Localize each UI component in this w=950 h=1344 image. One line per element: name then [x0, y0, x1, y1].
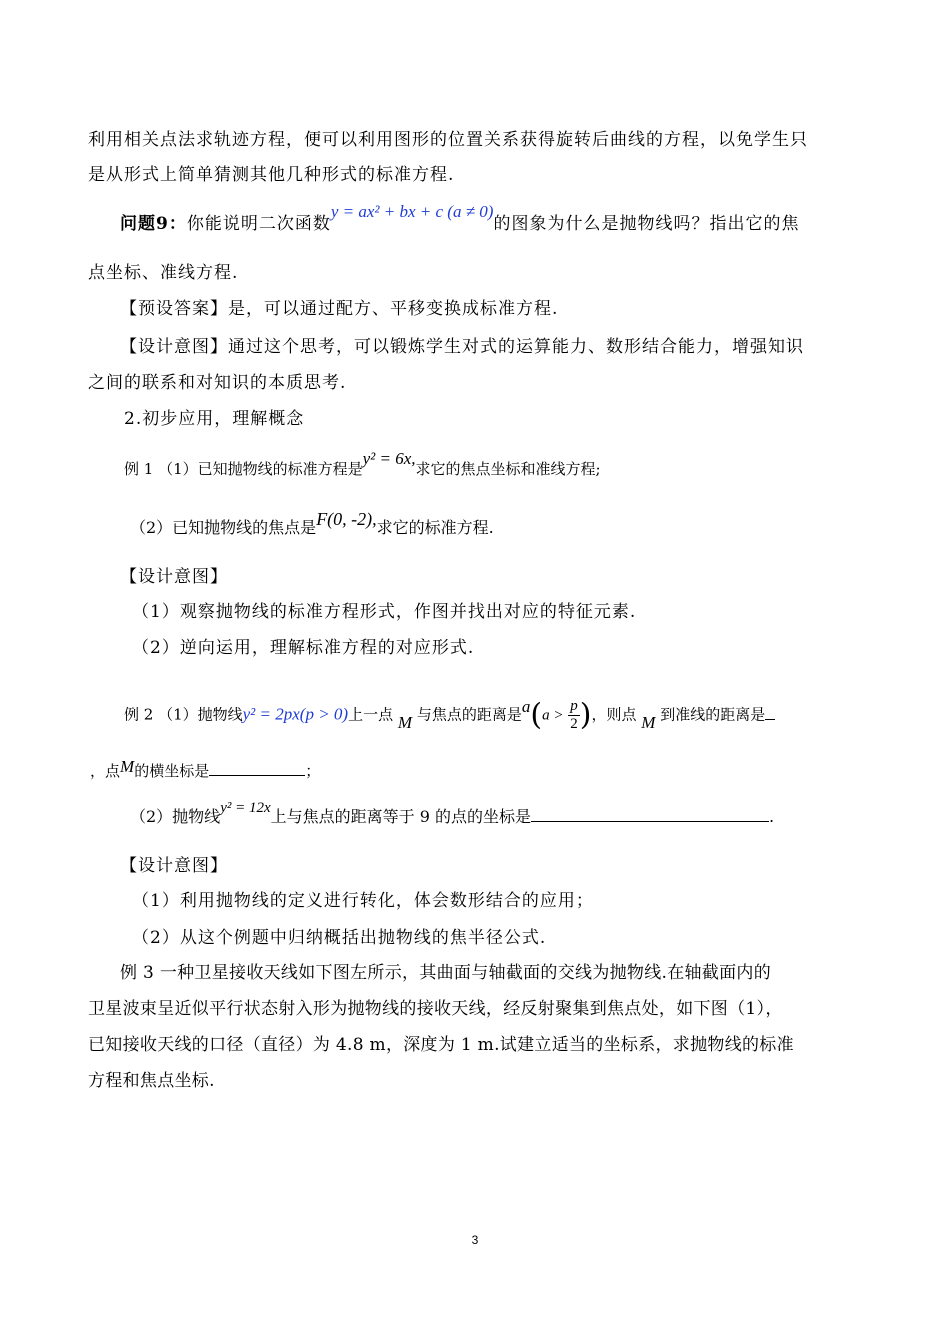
- design-intent-item: （2）逆向运用，理解标准方程的对应形式.: [132, 638, 475, 658]
- condition: a >: [542, 707, 564, 724]
- numerator: p: [570, 698, 578, 714]
- page-number: 3: [471, 1233, 479, 1247]
- example-3-line: 卫星波束呈近似平行状态射入形为抛物线的接收天线，经反射聚集到焦点处，如下图（1），: [88, 999, 783, 1019]
- point-label: M: [641, 712, 656, 732]
- example-3-line: 例 3 一种卫星接收天线如下图左所示，其曲面与轴截面的交线为抛物线.在轴截面内的: [120, 963, 772, 983]
- text: ，点: [90, 762, 121, 780]
- variable: a: [521, 696, 531, 716]
- text: ；: [305, 762, 321, 780]
- paren: ): [579, 697, 592, 733]
- formula: y² = 2px(p > 0): [242, 704, 349, 724]
- text: 例 1 （1）已知抛物线的标准方程是: [124, 460, 363, 478]
- paragraph-line: 是从形式上简单猜测其他几种形式的标准方程.: [88, 165, 455, 185]
- preset-answer: 【预设答案】是，可以通过配方、平移变换成标准方程.: [120, 299, 559, 319]
- text: 到准线的距离是: [660, 705, 766, 724]
- text: （2）抛物线: [130, 807, 221, 826]
- design-intent-item: （1）利用抛物线的定义进行转化，体会数形结合的应用；: [132, 891, 594, 911]
- example-2-part-2: [130, 800, 775, 829]
- point-label: M: [120, 757, 135, 776]
- text: 例 2 （1）抛物线: [124, 705, 243, 724]
- text: 求它的标准方程.: [376, 518, 494, 537]
- answer-blank[interactable]: [531, 806, 769, 822]
- design-intent: 【设计意图】通过这个思考，可以锻炼学生对式的运算能力、数形结合能力，增强知识: [120, 337, 804, 357]
- example-2-part-1-cont: [90, 757, 321, 782]
- example-1-part-1: [124, 449, 601, 480]
- text: 上与焦点的距离等于 9 的点的坐标是: [270, 807, 531, 826]
- design-intent: 之间的联系和对知识的本质思考.: [88, 373, 347, 393]
- design-intent-title: 【设计意图】: [120, 567, 228, 587]
- formula: y² = 6x,: [362, 449, 416, 468]
- text: 的横坐标是: [134, 762, 210, 780]
- point-label: M: [397, 712, 413, 732]
- question-9-cont: 点坐标、准线方程.: [88, 263, 239, 283]
- text: （2）已知抛物线的焦点是: [130, 518, 317, 537]
- design-intent-title: 【设计意图】: [120, 856, 228, 876]
- paragraph-line: 利用相关点法求轨迹方程，便可以利用图形的位置关系获得旋转后曲线的方程，以免学生只: [88, 130, 808, 150]
- text: 求它的焦点坐标和准线方程;: [415, 460, 601, 478]
- answer-blank[interactable]: [765, 704, 775, 720]
- example-2-part-1: [124, 698, 775, 733]
- denominator: 2: [570, 716, 578, 732]
- design-intent-item: （2）从这个例题中归纳概括出抛物线的焦半径公式.: [132, 928, 547, 948]
- question-label: 问题9：: [120, 214, 187, 234]
- example-3-line: 方程和焦点坐标.: [88, 1071, 215, 1091]
- section-heading: 2.初步应用，理解概念: [124, 409, 305, 429]
- text: .: [768, 807, 775, 826]
- formula: y² = 12x: [220, 800, 271, 816]
- text: 上一点: [348, 705, 394, 724]
- question-9: [120, 202, 800, 235]
- answer-blank[interactable]: [209, 760, 305, 776]
- design-intent-item: （1）观察抛物线的标准方程形式，作图并找出对应的特征元素.: [132, 602, 637, 622]
- text: 与焦点的距离是: [416, 705, 522, 724]
- example-3-line: 已知接收天线的口径（直径）为 4.8 m，深度为 1 m.试建立适当的坐标系，求抛物线的标准: [88, 1035, 794, 1055]
- formula: F(0, -2),: [316, 509, 377, 529]
- paren: (: [530, 697, 543, 733]
- question-text: 你能说明二次函数: [186, 214, 331, 234]
- text: ，则点: [591, 705, 637, 724]
- question-text: 的图象为什么是抛物线吗？指出它的焦: [493, 214, 800, 234]
- fraction: [568, 698, 580, 733]
- quadratic-formula: y = ax² + bx + c (a ≠ 0): [330, 202, 494, 221]
- example-1-part-2: [130, 509, 494, 539]
